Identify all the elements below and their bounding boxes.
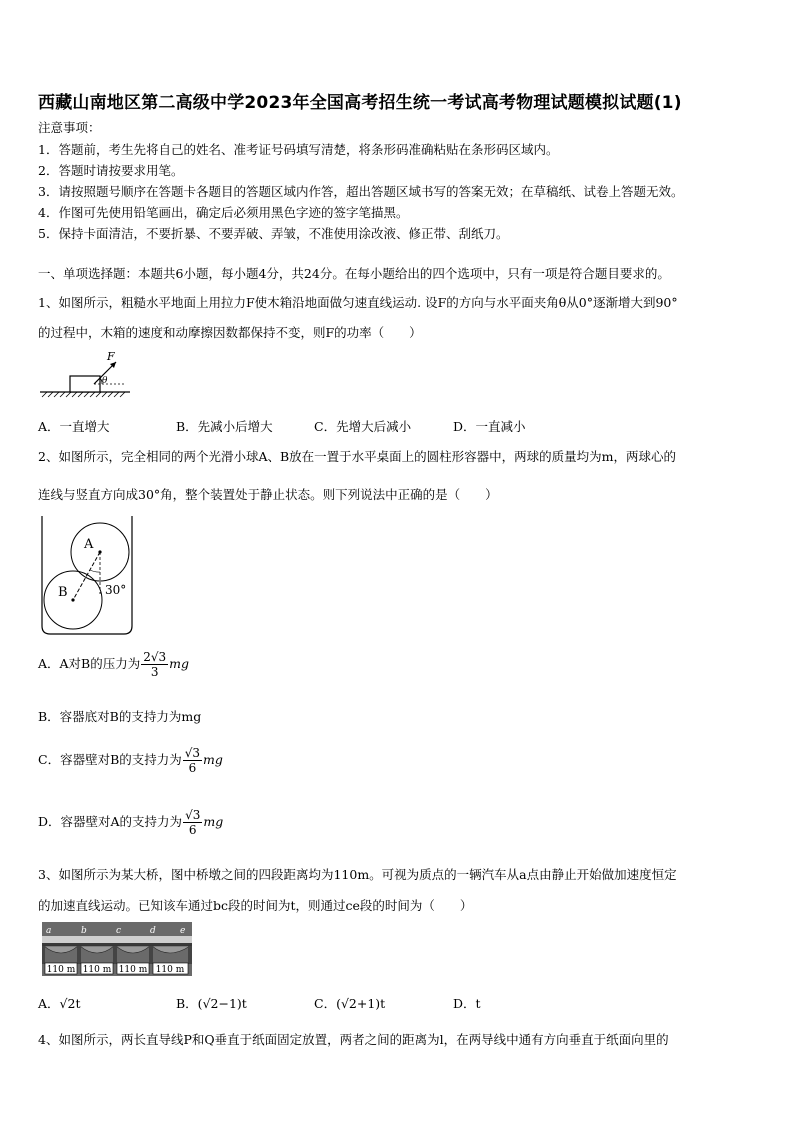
notice-item: 5．保持卡面清洁，不要折暴、不要弄破、弄皱，不准使用涂改液、修正带、刮纸刀。 xyxy=(38,226,509,241)
notice-item: 3．请按照题号顺序在答题卡各题目的答题区域内作答，超出答题区域书写的答案无效；在草稿纸、试卷上答题无效。 xyxy=(38,184,684,199)
q2-option-c[interactable] xyxy=(38,746,223,775)
q3-span-label: 110 m xyxy=(46,965,76,975)
page-title: 西藏山南地区第二高级中学2023年全国高考招生统一考试高考物理试题模拟试题(1) xyxy=(38,93,682,113)
q1-fig-label-F: F xyxy=(107,350,115,363)
q2-option-d-suffix: mg xyxy=(203,814,224,829)
q3-option-c[interactable]: C．(√2+1)t xyxy=(314,996,386,1011)
notice-item: 2．答题时请按要求用笔。 xyxy=(38,163,184,178)
notice-item: 1．答题前，考生先将自己的姓名、准考证号码填写清楚，将条形码准确粘贴在条形码区域内。 xyxy=(38,142,559,157)
q2-option-c-fraction xyxy=(183,746,202,775)
q3-option-d[interactable]: D．t xyxy=(453,996,481,1011)
q3-options xyxy=(38,994,738,1010)
q2-option-a-den: 3 xyxy=(150,665,159,679)
q2-option-d-prefix: D．容器壁对A的支持力为 xyxy=(38,814,183,829)
q2-fig-label-angle: 30° xyxy=(105,583,127,597)
q2-option-b[interactable]: B．容器底对B的支持力为mg xyxy=(38,709,202,724)
q3-span-label: 110 m xyxy=(155,965,185,975)
q2-option-d[interactable] xyxy=(38,808,223,837)
q3-point-d: d xyxy=(150,926,156,936)
q2-option-a-fraction xyxy=(141,650,168,679)
q2-text: 2、如图所示，完全相同的两个光滑小球A、B放在一置于水平桌面上的圆柱形容器中，两球的质量均为m，两球心的 xyxy=(38,449,677,464)
q2-text: 连线与竖直方向成30°角，整个装置处于静止状态。则下列说法中正确的是（ ） xyxy=(38,487,498,502)
q2-figure xyxy=(38,514,138,640)
q3-option-a[interactable]: A．√2t xyxy=(38,996,81,1011)
q1-option-d[interactable]: D．一直减小 xyxy=(453,419,526,434)
notice-heading: 注意事项： xyxy=(38,120,101,135)
q1-options xyxy=(38,417,738,433)
q2-option-d-num: √3 xyxy=(185,808,201,822)
q2-option-c-suffix: mg xyxy=(203,752,223,767)
q2-option-a-num: 2√3 xyxy=(143,650,167,664)
q3-span-label: 110 m xyxy=(118,965,148,975)
q3-span-label: 110 m xyxy=(82,965,112,975)
q3-point-b: b xyxy=(81,926,87,936)
q3-bridge-figure xyxy=(42,922,192,976)
section-heading: 一、单项选择题：本题共6小题，每小题4分，共24分。在每小题给出的四个选项中，只有一项是符合题目要求的。 xyxy=(38,266,670,281)
q2-option-a-suffix: mg xyxy=(169,656,190,671)
q3-option-b[interactable]: B．(√2−1)t xyxy=(176,996,247,1011)
q3-text: 3、如图所示为某大桥，图中桥墩之间的四段距离均为110m。可视为质点的一辆汽车从a点由静止开始做加速度恒定 xyxy=(38,867,677,882)
q2-fig-label-b: B xyxy=(58,585,68,600)
q3-point-c: c xyxy=(116,926,122,936)
q1-figure xyxy=(38,350,138,406)
q1-text: 1、如图所示，粗糙水平地面上用拉力F使木箱沿地面做匀速直线运动. 设F的方向与水平面夹角θ从0°逐渐增大到90° xyxy=(38,295,678,310)
q2-option-c-prefix: C．容器壁对B的支持力为 xyxy=(38,752,182,767)
q4-text: 4、如图所示，两长直导线P和Q垂直于纸面固定放置，两者之间的距离为l，在两导线中通有方向垂直于纸面向里的 xyxy=(38,1032,669,1047)
q1-option-c[interactable]: C．先增大后减小 xyxy=(314,419,412,434)
q2-option-c-den: 6 xyxy=(188,761,197,775)
q1-option-a[interactable]: A．一直增大 xyxy=(38,419,110,434)
q3-point-a: a xyxy=(46,926,52,936)
q3-point-e: e xyxy=(180,926,186,936)
q2-option-c-num: √3 xyxy=(184,746,201,760)
q1-fig-label-theta: θ xyxy=(102,376,108,386)
q2-option-d-fraction xyxy=(183,808,202,837)
q2-option-d-den: 6 xyxy=(188,823,197,837)
q3-text: 的加速直线运动。已知该车通过bc段的时间为t，则通过ce段的时间为（ ） xyxy=(38,898,473,913)
q1-option-b[interactable]: B．先减小后增大 xyxy=(176,419,273,434)
q2-option-a-prefix: A．A对B的压力为 xyxy=(38,656,141,671)
q1-text: 的过程中，木箱的速度和动摩擦因数都保持不变，则F的功率（ ） xyxy=(38,325,422,340)
q2-option-a[interactable] xyxy=(38,650,189,679)
notice-item: 4．作图可先使用铅笔画出，确定后必须用黑色字迹的签字笔描黑。 xyxy=(38,205,409,220)
q2-fig-label-a: A xyxy=(84,537,94,552)
